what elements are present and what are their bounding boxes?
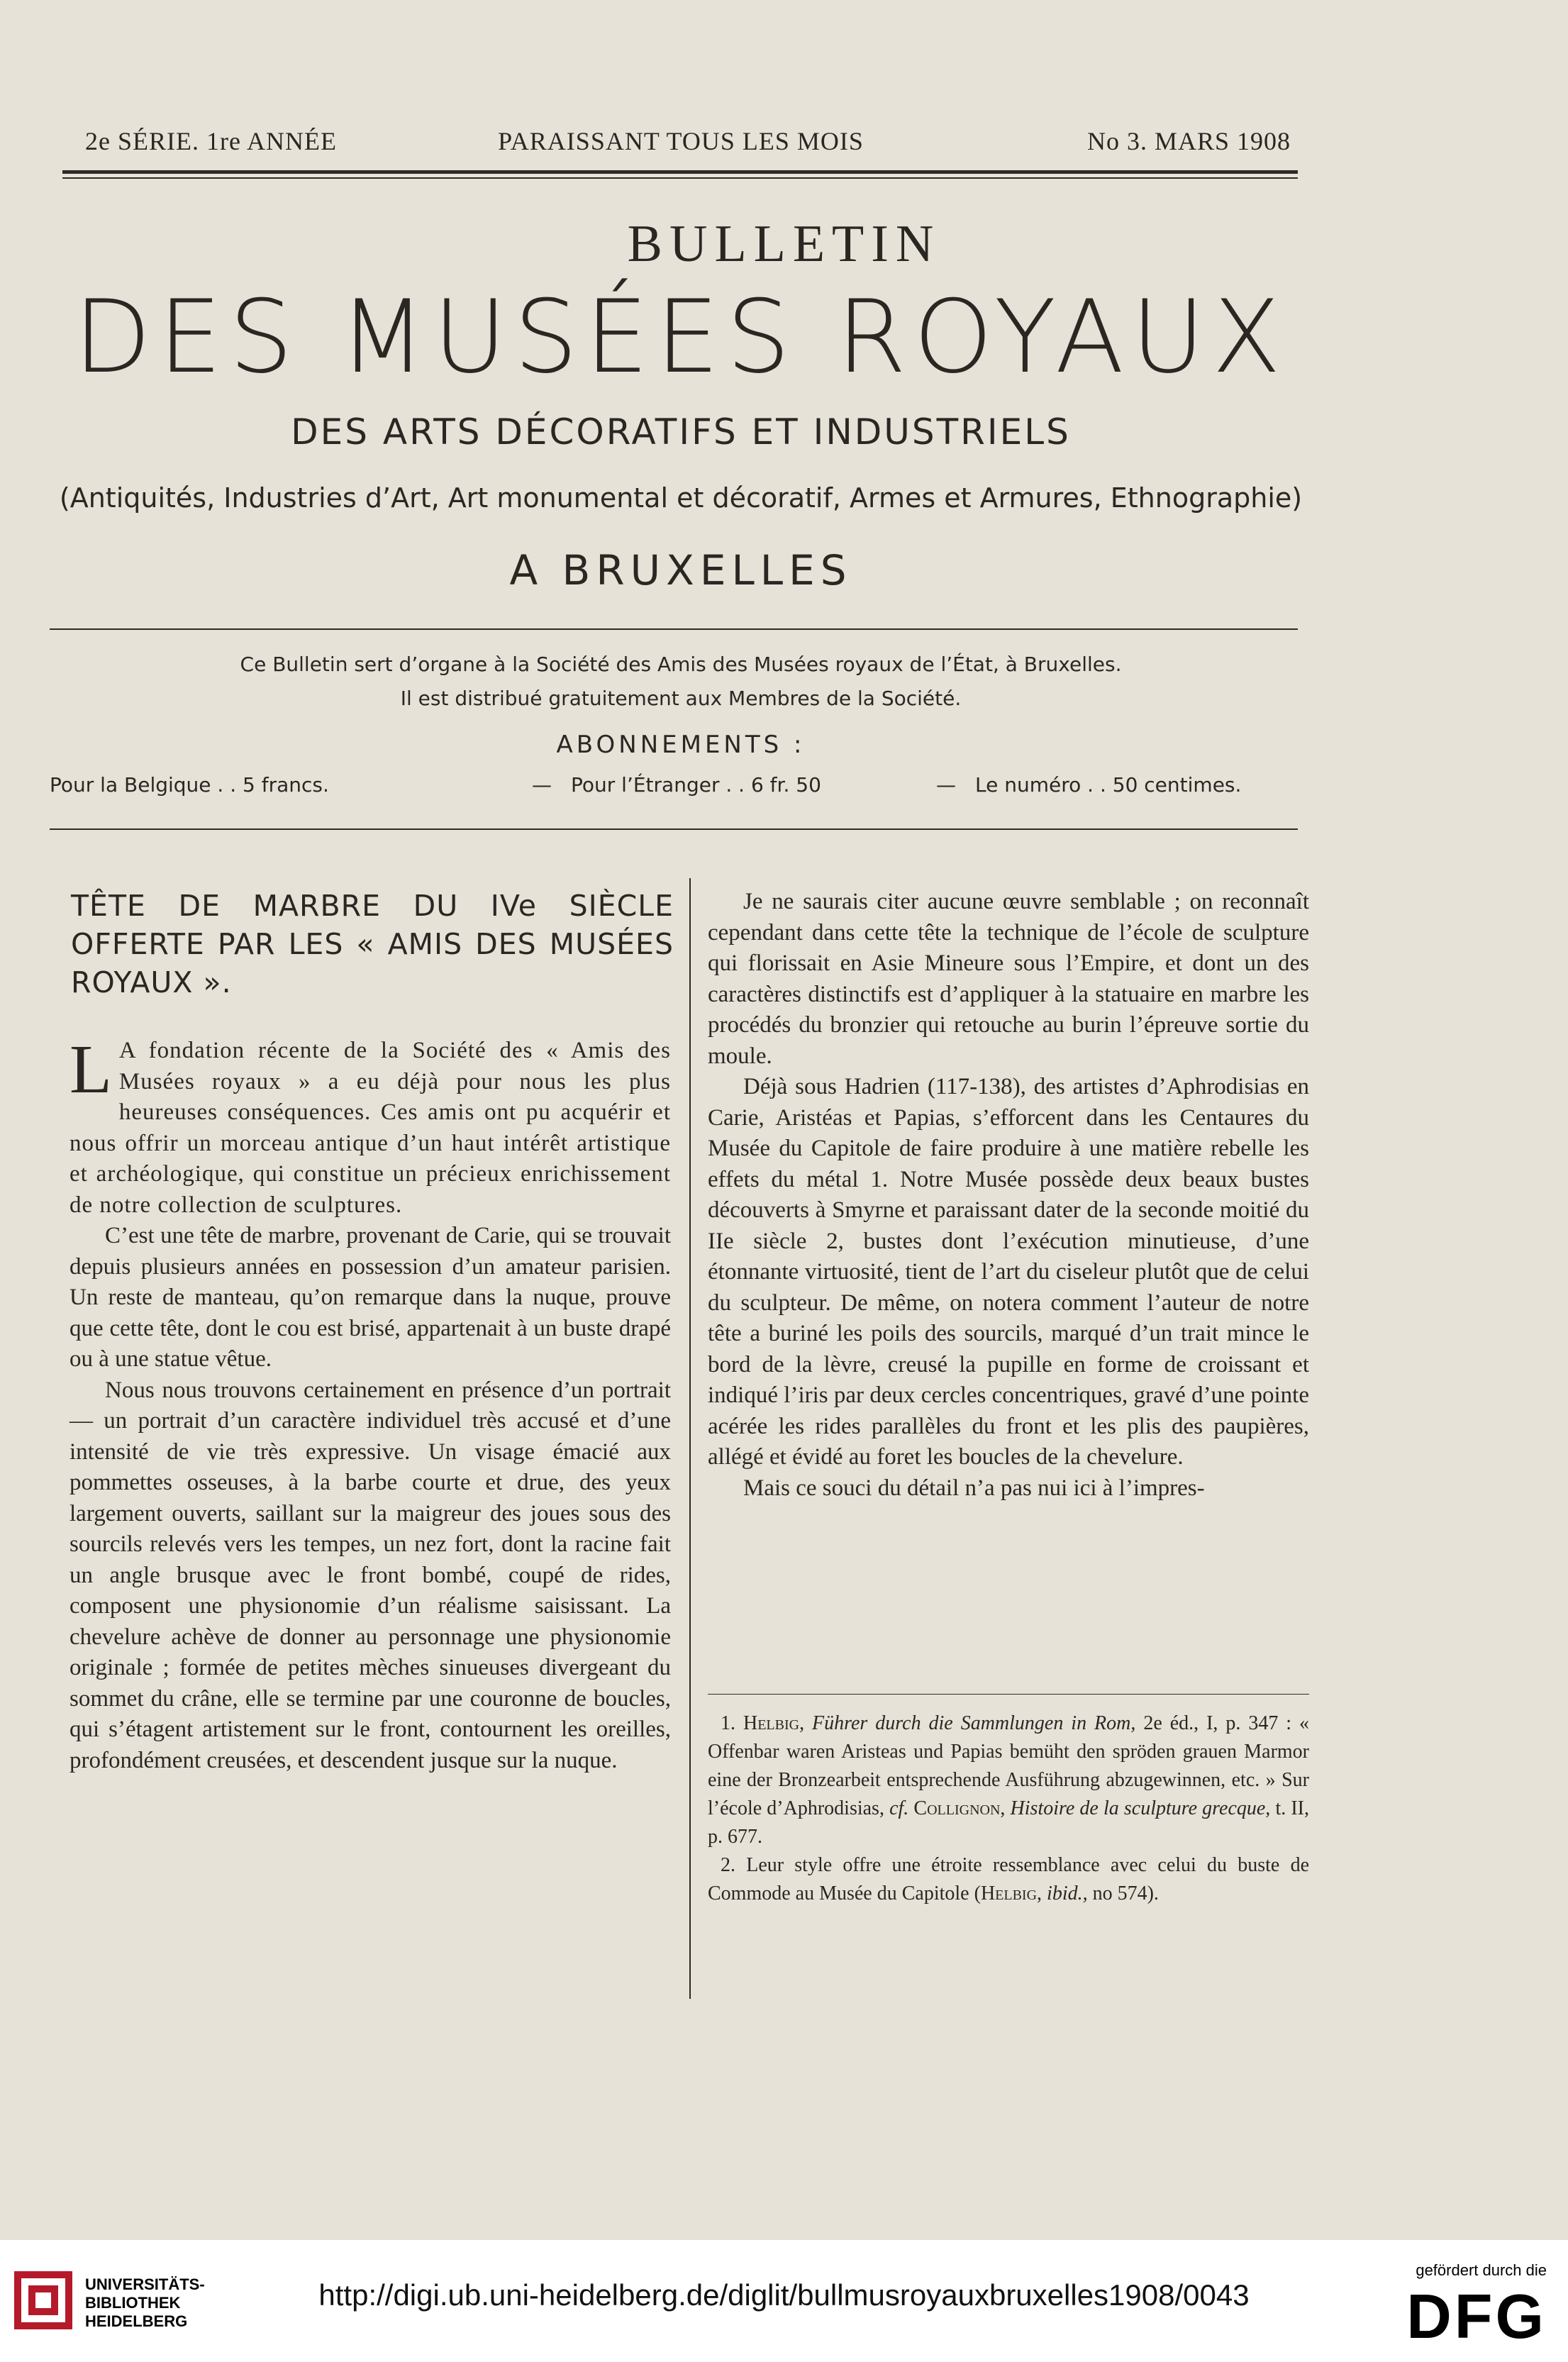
footnote-title: Führer durch die Sammlungen in Rom, [812,1712,1136,1734]
masthead-rule [50,628,1298,630]
dfg-logo: DFG [1406,2281,1547,2351]
journal-city: A BRUXELLES [509,546,852,594]
left-column [69,1031,671,1776]
footnote-text: no 574). [1092,1883,1159,1904]
footnote-title: Histoire de la sculpture grecque, [1010,1797,1271,1819]
permalink-url[interactable]: http://digi.ub.uni-heidelberg.de/diglit/bullmusroyauxbruxelles1908/0043 [318,2278,1250,2312]
footnote-author: Collignon, [913,1797,1006,1819]
info-line-2: Il est distribué gratuitement aux Membres de la Société. [400,687,962,710]
article-title: TÊTE DE MARBRE DU IVe SIÈCLE OFFERTE PAR LES « AMIS DES MUSÉES ROYAUX ». [71,889,674,999]
journal-title: DES MUSÉES ROYAUX [73,279,1289,396]
journal-subtitle: DES ARTS DÉCORATIFS ET INDUSTRIELS [291,411,1071,453]
info-line-1: Ce Bulletin sert d’organe à la Société des Amis des Musées royaux de l’État, à Bruxelles. [240,653,1122,676]
footnote-author: Helbig, [980,1883,1042,1904]
footnote-number: 1. [721,1712,735,1734]
paragraph [69,1031,671,1221]
bulletin-word: BULLETIN [627,215,941,273]
footnote-cf: cf. [889,1797,909,1819]
footnote-2 [708,1851,1309,1908]
subscriptions-heading: ABONNEMENTS : [556,731,806,759]
footnote-text: 2e éd., I, p. 347 : « Offenbar waren Aristeas und Papias bemüht den spröden grauen Marmor eine der Bronzearbeit entsprechende Ausführung abzugewinnen, etc. » Sur l’école d’Aphrodisias, [708,1712,1310,1819]
paragraph: Mais ce souci du détail n’a pas nui ici à l’impres- [743,1475,1205,1501]
paragraph: Nous nous trouvons certainement en présence d’un portrait — un portrait d’un caractère individuel très accusé et d’une intensité de vie très expressive. Un visage émacié aux pommettes osseuses, à la barbe courte et drue, des yeux largement ouverts, saillant sur la maigreur des joues sous des sourcils relevés vers les tempes, un nez fort, dont la racine fait un angle brusque avec le front bombé, coupé de rides, composent une physionomie d’un réalisme saisissant. La chevelure achève de donner au personnage une physionomie originale ; formée de petites mèches sinueuses divergeant du sommet du crâne, elle se termine par une couronne de boucles, qui s’étagent artistement sur le front, contournent les oreilles, profondément creusées, et descendent jusque sur la nuque. [69,1377,671,1773]
price-issue: Le numéro . . 50 centimes. [975,773,1242,797]
paragraph-text: A fondation récente de la Société des « Amis des Musées royaux » a eu déjà pour nous les plus heureuses conséquences. Ces amis ont pu acquérir et nous offrir un morceau antique d’un haut intérêt artistique et archéologique, qui constitue un précieux enrichissement de notre collection de sculptures. [69,1038,671,1218]
footnote-text: Leur style offre une étroite ressemblance avec celui du buste de Commode au Musée du Capitole ( [708,1854,1309,1904]
footnote-text: t. II, p. 677. [708,1797,1309,1848]
price-abroad: Pour l’Étranger . . 6 fr. 50 [571,773,821,797]
series-label: 2e SÉRIE. 1re ANNÉE [85,127,337,155]
drop-cap: L [69,1031,112,1108]
frequency-label: PARAISSANT TOUS LES MOIS [498,127,864,155]
funding-caption: gefördert durch die [1416,2261,1547,2279]
running-header [64,126,1298,162]
issue-label: No 3. MARS 1908 [1086,127,1291,155]
footnotes [708,1709,1309,1908]
price-dash: — [532,773,552,797]
paragraph: Je ne saurais citer aucune œuvre semblable ; on reconnaît cependant dans cette tête la technique de l’école de sculpture qui florissait en Asie Mineure sous l’Empire, et dont un des caractères distinctifs est d’appliquer à la statuaire en marbre les procédés du bronzier qui retouche au burin l’épreuve sortie du moule. [708,889,1309,1069]
footnote-1 [708,1709,1309,1851]
footnote-author: Helbig, [743,1712,805,1734]
footnote-rule [708,1694,1309,1695]
subscription-prices [50,773,1312,802]
paragraph: Déjà sous Hadrien (117-138), des artistes d’Aphrodisias en Carie, Aristéas et Papias, s’efforcent dans les Centaures du Musée du Capitole de faire produire à une matière rebelle les effets du métal 1. Notre Musée possède deux beaux bustes découverts à Smyrne et paraissant dater de la seconde moitié du IIe siècle 2, bustes dont l’exécution minutieuse, d’une étonnante virtuosité, tient de l’art du ciseleur plutôt que de celui du sculpteur. De même, on notera comment l’auteur de notre tête a buriné les poils des sourcils, marqué d’un trait mince le bord de la lèvre, creusé la pupille en forme de croissant et indiqué l’iris par deux cercles concentriques, gravé d’une pointe acérée les rides parallèles du front et les plis des paupières, allégé et évidé au foret les boucles de la chevelure. [708,1074,1309,1470]
price-dash: — [936,773,956,797]
library-name-line: UNIVERSITÄTS- [85,2275,205,2293]
footnote-ibid: ibid., [1047,1883,1088,1904]
info-rule [50,828,1298,830]
paragraph: C’est une tête de marbre, provenant de Carie, qui se trouvait depuis plusieurs années en possession d’un amateur parisien. Un reste de manteau, qu’on remarque dans la nuque, prouve que cette tête, dont le cou est brisé, appartenait à un buste drapé ou à une statue vêtue. [69,1223,671,1372]
header-rule-thick [62,170,1298,174]
library-name-line: BIBLIOTHEK [85,2294,181,2312]
header-rule-thin [62,177,1298,179]
price-belgium: Pour la Belgique . . 5 francs. [50,773,329,797]
right-column [708,887,1309,1504]
column-divider [689,878,691,1999]
journal-sections: (Antiquités, Industries d’Art, Art monumental et décoratif, Armes et Armures, Ethnographie) [59,482,1303,514]
footnote-number: 2. [721,1854,735,1876]
library-name-line: HEIDELBERG [85,2312,188,2330]
